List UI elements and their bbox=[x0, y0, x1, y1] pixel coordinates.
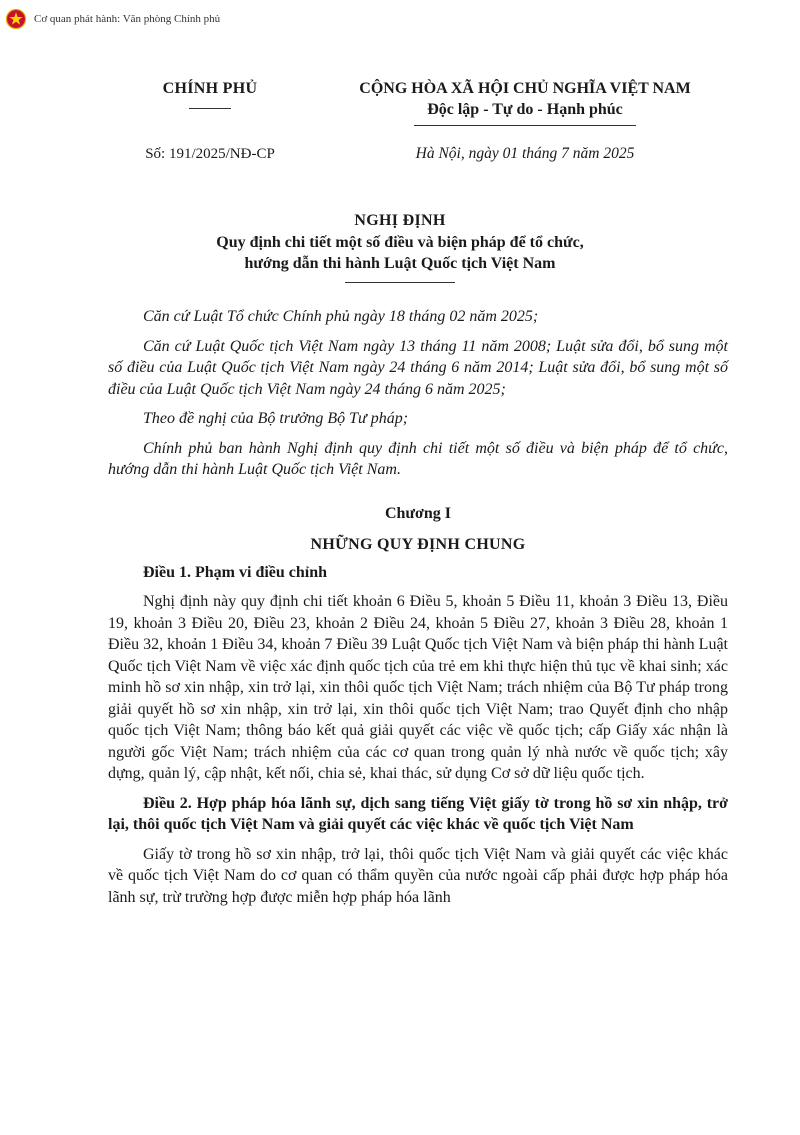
document-header bbox=[0, 80, 800, 180]
place-and-date: Hà Nội, ngày 01 tháng 7 năm 2025 bbox=[415, 145, 635, 162]
state-emblem-icon bbox=[6, 9, 26, 29]
motto-underline bbox=[414, 125, 636, 126]
article-heading: Điều 1. Phạm vi điều chỉnh bbox=[143, 563, 328, 581]
national-motto: Độc lập - Tự do - Hạnh phúc bbox=[427, 101, 623, 118]
document-body bbox=[108, 306, 728, 916]
article-paragraph: Nghị định này quy định chi tiết khoản 6 Điều 5, khoản 5 Điều 11, khoản 3 Điều 13, Điều 19, khoản 3 Điều 20, Điều 23, khoản 2 Điều 24, khoản 5 Điều 27, khoản 3 Điều 28, khoản 1 Điều 32, khoản 1 Điều 34, khoản 7 Điều 39 Luật Quốc tịch Việt Nam và biện pháp thi hành Luật Quốc tịch Việt Nam về việc xác định quốc tịch của trẻ em khi thực hiện thủ tục về khai sinh; xác minh hồ sơ xin nhập, xin trở lại, xin thôi quốc tịch Việt Nam; trách nhiệm của Bộ Tư pháp trong giải quyết hồ sơ xin nhập, xin trở lại, xin thôi quốc tịch Việt Nam; trao Quyết định cho nhập quốc tịch Việt Nam; thông báo kết quả giải quyết các việc về quốc tịch; cấp Giấy xác nhận là người gốc Việt Nam; trách nhiệm của các cơ quan trong quản lý nhà nước về quốc tịch; xây dựng, quản lý, cập nhật, kết nối, chia sẻ, khai thác, sử dụng Cơ sở dữ liệu quốc tịch. bbox=[108, 593, 728, 782]
preamble-paragraph: Chính phủ ban hành Nghị định quy định chi tiết một số điều và biện pháp để tổ chức, hướng dẫn thi hành Luật Quốc tịch Việt Nam. bbox=[108, 439, 728, 478]
preamble-paragraph: Căn cứ Luật Quốc tịch Việt Nam ngày 13 tháng 11 năm 2008; Luật sửa đổi, bổ sung một số điều của Luật Quốc tịch Việt Nam ngày 24 tháng 6 năm 2014; Luật sửa đổi, bổ sung một số điều của Luật Quốc tịch Việt Nam ngày 24 tháng 6 năm 2025; bbox=[108, 337, 728, 398]
agency-block bbox=[110, 80, 310, 109]
chapter-title: NHỮNG QUY ĐỊNH CHUNG bbox=[310, 536, 526, 553]
agency-name: CHÍNH PHỦ bbox=[162, 80, 258, 97]
document-title-block bbox=[0, 212, 800, 283]
source-bar bbox=[6, 8, 220, 30]
document-number: Số: 191/2025/NĐ-CP bbox=[145, 146, 275, 162]
national-title-block bbox=[320, 80, 730, 126]
document-subtitle-line-1: Quy định chi tiết một số điều và biện pháp để tổ chức, bbox=[216, 234, 584, 251]
agency-underline bbox=[189, 108, 231, 109]
chapter-number: Chương I bbox=[384, 504, 452, 522]
article-paragraph: Giấy tờ trong hồ sơ xin nhập, trở lại, thôi quốc tịch Việt Nam và giải quyết các việc khác về quốc tịch Việt Nam do cơ quan có thẩm quyền của nước ngoài cấp phải được hợp pháp hóa lãnh sự, trừ trường hợp được miễn hợp pháp hóa lãnh bbox=[108, 845, 728, 906]
preamble-paragraph: Theo đề nghị của Bộ trưởng Bộ Tư pháp; bbox=[143, 410, 409, 427]
document-subtitle-line-2: hướng dẫn thi hành Luật Quốc tịch Việt Nam bbox=[244, 255, 556, 272]
preamble-paragraph: Căn cứ Luật Tổ chức Chính phủ ngày 18 tháng 02 năm 2025; bbox=[143, 308, 539, 325]
document-type: NGHỊ ĐỊNH bbox=[354, 212, 446, 229]
nation-name: CỘNG HÒA XÃ HỘI CHỦ NGHĨA VIỆT NAM bbox=[359, 80, 691, 97]
article-heading: Điều 2. Hợp pháp hóa lãnh sự, dịch sang tiếng Việt giấy tờ trong hồ sơ xin nhập, trở lại, thôi quốc tịch Việt Nam và giải quyết các việc khác về quốc tịch Việt Nam bbox=[108, 794, 728, 833]
title-underline bbox=[345, 282, 455, 283]
issuing-agency-label: Cơ quan phát hành: Văn phòng Chính phủ bbox=[34, 13, 221, 25]
